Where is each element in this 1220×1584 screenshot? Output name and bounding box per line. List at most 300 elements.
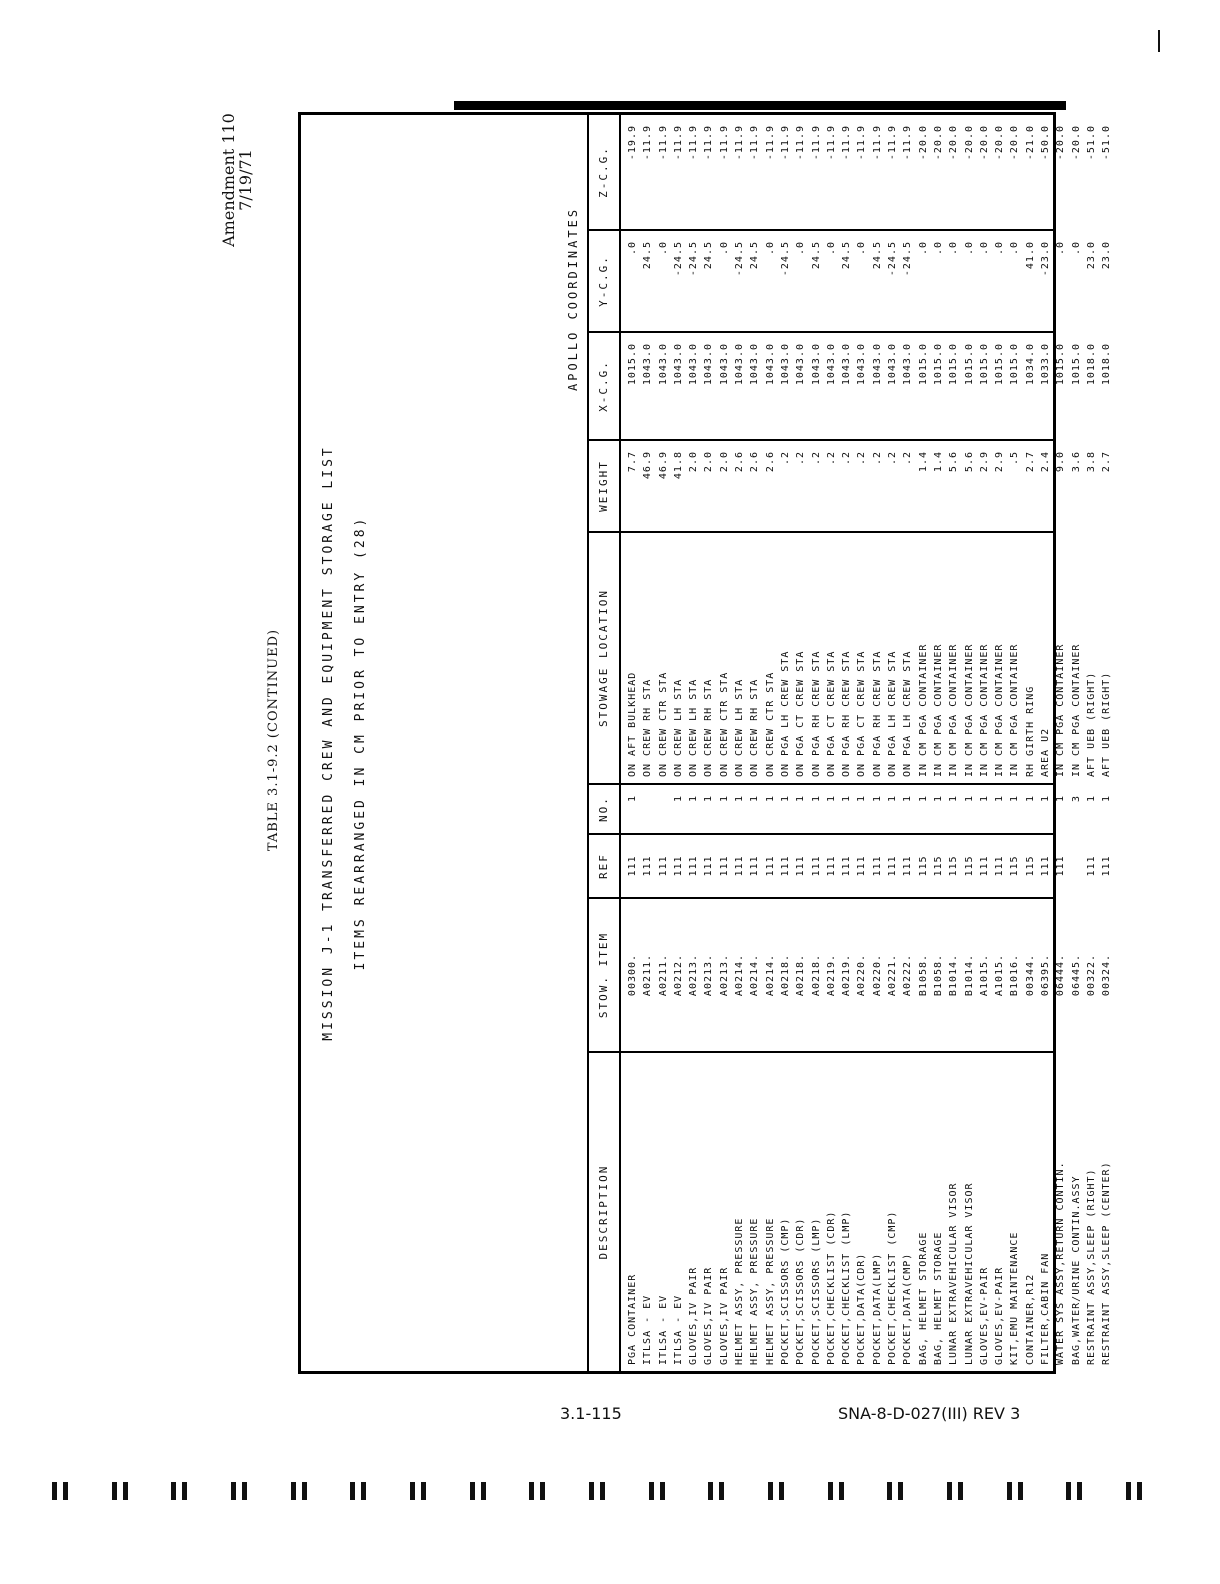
amendment-block bbox=[220, 100, 254, 260]
cell-x: 1043.0 bbox=[810, 343, 822, 386]
cell-no: 1 bbox=[917, 795, 929, 803]
cell-wt: 46.9 bbox=[657, 451, 669, 480]
cell-y: .0 bbox=[764, 241, 776, 256]
cell-no: 1 bbox=[1009, 795, 1021, 803]
cell-wt: .2 bbox=[871, 451, 883, 466]
cell-desc: BAG,WATER/URINE CONTIN.ASSY bbox=[1070, 1175, 1082, 1365]
cell-ref: 115 bbox=[963, 855, 975, 877]
cell-wt: 2.0 bbox=[718, 451, 730, 473]
cell-ref: 111 bbox=[1085, 855, 1097, 877]
cell-no: 3 bbox=[1070, 795, 1082, 803]
cell-desc: ITLSA - EV bbox=[672, 1294, 684, 1365]
cell-x: 1043.0 bbox=[856, 343, 868, 386]
column-header-x-cg: X-C.G. bbox=[589, 333, 621, 439]
cell-y: .0 bbox=[795, 241, 807, 256]
cell-ref: 111 bbox=[902, 855, 914, 877]
cell-z: -11.9 bbox=[841, 125, 853, 161]
scan-tick-mark bbox=[1126, 1482, 1142, 1500]
cell-loc: ON PGA RH CREW STA bbox=[841, 650, 853, 777]
cell-z: -11.9 bbox=[734, 125, 746, 161]
cell-y: 23.0 bbox=[1085, 241, 1097, 270]
cell-z: -11.9 bbox=[657, 125, 669, 161]
cell-z: -11.9 bbox=[902, 125, 914, 161]
scan-tick-mark bbox=[171, 1482, 187, 1500]
scan-tick-mark bbox=[231, 1482, 247, 1500]
column-header-z-cg: Z-C.G. bbox=[589, 115, 621, 229]
cell-loc: RH GIRTH RING bbox=[1024, 685, 1036, 777]
cell-loc: IN CM PGA CONTAINER bbox=[978, 643, 990, 777]
cell-desc: GLOVES,EV-PAIR bbox=[978, 1266, 990, 1365]
cell-z: -20.0 bbox=[1055, 125, 1067, 161]
cell-loc: ON CREW LH STA bbox=[672, 678, 684, 777]
cell-x: 1043.0 bbox=[642, 343, 654, 386]
cell-ref: 111 bbox=[1040, 855, 1052, 877]
cell-y: .0 bbox=[825, 241, 837, 256]
cell-ref: 111 bbox=[994, 855, 1006, 877]
cell-wt: 2.0 bbox=[688, 451, 700, 473]
cell-loc: ON PGA LH CREW STA bbox=[887, 650, 899, 777]
cell-loc: AREA U2 bbox=[1040, 727, 1052, 777]
cell-desc: POCKET,CHECKLIST (CMP) bbox=[887, 1210, 899, 1365]
cell-stow: A0219. bbox=[825, 953, 837, 997]
cell-z: -19.9 bbox=[627, 125, 638, 161]
cell-loc: IN CM PGA CONTAINER bbox=[1055, 643, 1067, 777]
cell-stow: B1014. bbox=[963, 953, 975, 997]
cell-y: -24.5 bbox=[734, 241, 746, 277]
cell-no: 1 bbox=[718, 795, 730, 803]
cell-stow: B1016. bbox=[1009, 953, 1021, 997]
cell-stow: A0213. bbox=[703, 953, 715, 997]
cell-desc: LUNAR EXTRAVEHICULAR VISOR bbox=[963, 1182, 975, 1365]
cell-no: 1 bbox=[948, 795, 960, 803]
cell-wt: 1.4 bbox=[932, 451, 944, 473]
scan-tick-mark bbox=[1007, 1482, 1023, 1500]
cell-loc: ON PGA LH CREW STA bbox=[779, 650, 791, 777]
cell-y: 24.5 bbox=[749, 241, 761, 270]
cell-y: .0 bbox=[948, 241, 960, 256]
cell-ref: 111 bbox=[764, 855, 776, 877]
cell-y: 24.5 bbox=[871, 241, 883, 270]
cell-loc: IN CM PGA CONTAINER bbox=[932, 643, 944, 777]
cell-wt: 3.8 bbox=[1085, 451, 1097, 473]
cell-x: 1043.0 bbox=[871, 343, 883, 386]
cell-no bbox=[640, 785, 655, 833]
cell-wt: .2 bbox=[795, 451, 807, 466]
column-header-description: DESCRIPTION bbox=[589, 1053, 621, 1371]
column-y-cg bbox=[589, 231, 1113, 333]
cell-stow: A0211. bbox=[642, 953, 654, 997]
cell-y: .0 bbox=[627, 241, 638, 256]
cell-z: -20.0 bbox=[978, 125, 990, 161]
storage-table bbox=[587, 115, 1113, 1371]
cell-wt: 46.9 bbox=[642, 451, 654, 480]
column-header-ref: REF bbox=[589, 835, 621, 897]
cell-x: 1043.0 bbox=[764, 343, 776, 386]
cell-wt: 2.7 bbox=[1101, 451, 1113, 473]
cell-z: -11.9 bbox=[718, 125, 730, 161]
cell-ref: 111 bbox=[672, 855, 684, 877]
cell-stow: B1058. bbox=[917, 953, 929, 997]
cell-desc: POCKET,SCISSORS (CMP) bbox=[779, 1217, 791, 1365]
column-no bbox=[589, 785, 1113, 835]
cell-loc: IN CM PGA CONTAINER bbox=[917, 643, 929, 777]
cell-x: 1015.0 bbox=[1055, 343, 1067, 386]
table-frame bbox=[298, 112, 1113, 1374]
cell-desc: RESTRAINT ASSY,SLEEP (CENTER) bbox=[1101, 1161, 1113, 1365]
cell-no: 1 bbox=[734, 795, 746, 803]
cell-desc: GLOVES,IV PAIR bbox=[718, 1266, 730, 1365]
cell-ref: 111 bbox=[887, 855, 899, 877]
scan-tick-mark bbox=[410, 1482, 426, 1500]
column-weight bbox=[589, 441, 1113, 533]
cell-no: 1 bbox=[749, 795, 761, 803]
cell-desc: ITLSA - EV bbox=[642, 1294, 654, 1365]
cell-no: 1 bbox=[779, 795, 791, 803]
cell-x: 1043.0 bbox=[825, 343, 837, 386]
cell-desc: HELMET ASSY, PRESSURE bbox=[749, 1217, 761, 1365]
cell-no: 1 bbox=[627, 795, 638, 803]
column-header-weight: WEIGHT bbox=[589, 441, 621, 531]
cell-stow: A0218. bbox=[779, 953, 791, 997]
cell-no: 1 bbox=[688, 795, 700, 803]
cell-x: 1033.0 bbox=[1040, 343, 1052, 386]
cell-desc: HELMET ASSY, PRESSURE bbox=[764, 1217, 776, 1365]
cell-stow: B1014. bbox=[948, 953, 960, 997]
cell-wt: .2 bbox=[856, 451, 868, 466]
cell-stow: B1058. bbox=[932, 953, 944, 997]
cell-desc: RESTRAINT ASSY,SLEEP (RIGHT) bbox=[1085, 1168, 1097, 1365]
cell-y: -24.5 bbox=[902, 241, 914, 277]
scan-mark bbox=[1158, 30, 1160, 52]
cell-z: -20.0 bbox=[932, 125, 944, 161]
cell-wt: 2.6 bbox=[764, 451, 776, 473]
cell-ref: 111 bbox=[810, 855, 822, 877]
cell-desc: GLOVES,IV PAIR bbox=[688, 1266, 700, 1365]
cell-desc: POCKET,SCISSORS (LMP) bbox=[810, 1217, 822, 1365]
cell-no: 1 bbox=[902, 795, 914, 803]
cell-z: -11.9 bbox=[795, 125, 807, 161]
cell-stow: 00344. bbox=[1024, 953, 1036, 997]
cell-y: 24.5 bbox=[642, 241, 654, 270]
page-number: 3.1-115 bbox=[560, 1404, 622, 1423]
cell-z: -51.0 bbox=[1101, 125, 1113, 161]
cell-ref: 111 bbox=[1055, 855, 1067, 877]
cell-stow: A0212. bbox=[672, 953, 684, 997]
scan-tick-mark bbox=[828, 1482, 844, 1500]
cell-x: 1015.0 bbox=[627, 343, 638, 386]
cell-wt: .2 bbox=[825, 451, 837, 466]
column-ref bbox=[589, 835, 1113, 899]
cell-ref: 111 bbox=[657, 855, 669, 877]
cell-stow: A0220. bbox=[856, 953, 868, 997]
scan-tick-mark bbox=[947, 1482, 963, 1500]
cell-y: .0 bbox=[963, 241, 975, 256]
column-x-cg bbox=[589, 333, 1113, 441]
cell-desc: GLOVES,IV PAIR bbox=[703, 1266, 715, 1365]
column-z-cg bbox=[589, 115, 1113, 231]
table-header-line-2: ITEMS REARRANGED IN CM PRIOR TO ENTRY (28) bbox=[353, 515, 368, 971]
cell-ref: 115 bbox=[1009, 855, 1021, 877]
cell-no: 1 bbox=[841, 795, 853, 803]
cell-desc: POCKET,DATA(CMP) bbox=[902, 1252, 914, 1365]
cell-wt: .2 bbox=[841, 451, 853, 466]
cell-stow: A0214. bbox=[764, 953, 776, 997]
cell-loc: IN CM PGA CONTAINER bbox=[1009, 643, 1021, 777]
cell-no: 1 bbox=[1101, 795, 1113, 803]
cell-z: -20.0 bbox=[917, 125, 929, 161]
cell-y: .0 bbox=[917, 241, 929, 256]
scan-tick-mark bbox=[529, 1482, 545, 1500]
document-number: SNA-8-D-027(III) REV 3 bbox=[838, 1404, 1021, 1423]
scan-tick-mark bbox=[52, 1482, 68, 1500]
cell-y: .0 bbox=[1055, 241, 1067, 256]
cell-y: 24.5 bbox=[703, 241, 715, 270]
cell-loc: ON PGA CT CREW STA bbox=[856, 650, 868, 777]
cell-ref: 111 bbox=[688, 855, 700, 877]
cell-loc: ON PGA CT CREW STA bbox=[825, 650, 837, 777]
cell-loc: ON CREW RH STA bbox=[703, 678, 715, 777]
cell-x: 1015.0 bbox=[963, 343, 975, 386]
cell-no: 1 bbox=[856, 795, 868, 803]
cell-z: -11.9 bbox=[810, 125, 822, 161]
amendment-date: 7/19/71 bbox=[236, 149, 255, 211]
cell-z: -11.9 bbox=[764, 125, 776, 161]
cell-ref: 111 bbox=[642, 855, 654, 877]
cell-loc: IN CM PGA CONTAINER bbox=[948, 643, 960, 777]
scan-tick-mark bbox=[649, 1482, 665, 1500]
cell-loc: ON AFT BULKHEAD bbox=[627, 671, 638, 777]
cell-no: 1 bbox=[795, 795, 807, 803]
cell-wt: 2.6 bbox=[734, 451, 746, 473]
cell-y: .0 bbox=[978, 241, 990, 256]
cell-wt: 3.6 bbox=[1070, 451, 1082, 473]
table-header-line-1: MISSION J-1 TRANSFERRED CREW AND EQUIPMENT STORAGE LIST bbox=[321, 445, 336, 1041]
cell-y: .0 bbox=[657, 241, 669, 256]
cell-ref bbox=[1069, 835, 1084, 897]
cell-wt: 2.9 bbox=[978, 451, 990, 473]
cell-wt: 5.6 bbox=[963, 451, 975, 473]
cell-no: 1 bbox=[1055, 795, 1067, 803]
cell-no: 1 bbox=[887, 795, 899, 803]
cell-y: .0 bbox=[718, 241, 730, 256]
cell-wt: .2 bbox=[902, 451, 914, 466]
cell-z: -11.9 bbox=[871, 125, 883, 161]
scan-tick-mark bbox=[708, 1482, 724, 1500]
cell-no: 1 bbox=[994, 795, 1006, 803]
cell-x: 1043.0 bbox=[657, 343, 669, 386]
cell-x: 1043.0 bbox=[887, 343, 899, 386]
column-header-stowage-location: STOWAGE LOCATION bbox=[589, 533, 621, 783]
scan-tick-mark bbox=[589, 1482, 605, 1500]
cell-desc: ITLSA - EV bbox=[657, 1294, 669, 1365]
column-stow-item bbox=[589, 899, 1113, 1053]
cell-desc: CONTAINER,R12 bbox=[1024, 1273, 1036, 1365]
rotated-page-content bbox=[219, 100, 1113, 1380]
cell-x: 1034.0 bbox=[1024, 343, 1036, 386]
cell-wt: .2 bbox=[887, 451, 899, 466]
cell-no bbox=[656, 785, 671, 833]
cell-z: -20.0 bbox=[948, 125, 960, 161]
cell-ref: 111 bbox=[841, 855, 853, 877]
cell-no: 1 bbox=[1085, 795, 1097, 803]
cell-desc: BAG, HELMET STORAGE bbox=[917, 1231, 929, 1365]
cell-y: -24.5 bbox=[672, 241, 684, 277]
cell-ref: 111 bbox=[978, 855, 990, 877]
cell-ref: 115 bbox=[932, 855, 944, 877]
cell-wt: 2.6 bbox=[749, 451, 761, 473]
cell-wt: 7.7 bbox=[627, 451, 638, 473]
cell-no: 1 bbox=[932, 795, 944, 803]
cell-z: -50.0 bbox=[1040, 125, 1052, 161]
bottom-scan-marks bbox=[52, 1482, 1142, 1500]
cell-wt: .2 bbox=[779, 451, 791, 466]
cell-no: 1 bbox=[703, 795, 715, 803]
cell-ref: 111 bbox=[734, 855, 746, 877]
cell-desc: POCKET,DATA(LMP) bbox=[871, 1252, 883, 1365]
cell-loc: ON CREW RH STA bbox=[749, 678, 761, 777]
cell-y: -24.5 bbox=[779, 241, 791, 277]
cell-stow: 00300. bbox=[627, 953, 638, 997]
cell-ref: 111 bbox=[749, 855, 761, 877]
cell-wt: 9.0 bbox=[1055, 451, 1067, 473]
column-header-no: NO. bbox=[589, 785, 621, 833]
cell-stow: 06445. bbox=[1070, 953, 1082, 997]
cell-z: -20.0 bbox=[1070, 125, 1082, 161]
amendment-number: Amendment 110 bbox=[219, 113, 238, 247]
cell-wt: 5.6 bbox=[948, 451, 960, 473]
cell-x: 1043.0 bbox=[688, 343, 700, 386]
cell-stow: A0220. bbox=[871, 953, 883, 997]
cell-z: -11.9 bbox=[825, 125, 837, 161]
cell-x: 1018.0 bbox=[1085, 343, 1097, 386]
cell-ref: 115 bbox=[948, 855, 960, 877]
cell-z: -11.9 bbox=[688, 125, 700, 161]
cell-z: -11.9 bbox=[703, 125, 715, 161]
cell-no: 1 bbox=[963, 795, 975, 803]
cell-stow: A1015. bbox=[994, 953, 1006, 997]
cell-x: 1043.0 bbox=[672, 343, 684, 386]
cell-x: 1043.0 bbox=[779, 343, 791, 386]
cell-stow: A0213. bbox=[718, 953, 730, 997]
cell-no: 1 bbox=[764, 795, 776, 803]
cell-x: 1015.0 bbox=[994, 343, 1006, 386]
cell-ref: 111 bbox=[856, 855, 868, 877]
cell-x: 1043.0 bbox=[902, 343, 914, 386]
cell-wt: 2.7 bbox=[1024, 451, 1036, 473]
cell-x: 1015.0 bbox=[932, 343, 944, 386]
cell-ref: 111 bbox=[779, 855, 791, 877]
cell-ref: 111 bbox=[718, 855, 730, 877]
cell-stow: A0222. bbox=[902, 953, 914, 997]
cell-z: -11.9 bbox=[779, 125, 791, 161]
cell-wt: 1.4 bbox=[917, 451, 929, 473]
cell-z: -11.9 bbox=[642, 125, 654, 161]
table-title: TABLE 3.1-9.2 (CONTINUED) bbox=[266, 628, 281, 852]
cell-desc: POCKET,SCISSORS (CDR) bbox=[795, 1217, 807, 1365]
cell-desc: BAG, HELMET STORAGE bbox=[932, 1231, 944, 1365]
cell-no: 1 bbox=[810, 795, 822, 803]
cell-wt: 2.9 bbox=[994, 451, 1006, 473]
column-stowage-location bbox=[589, 533, 1113, 785]
cell-y: -23.0 bbox=[1040, 241, 1052, 277]
column-header-y-cg: Y-C.G. bbox=[589, 231, 621, 331]
cell-loc: IN CM PGA CONTAINER bbox=[963, 643, 975, 777]
cell-wt: 41.8 bbox=[672, 451, 684, 480]
cell-z: -20.0 bbox=[963, 125, 975, 161]
cell-z: -21.0 bbox=[1024, 125, 1036, 161]
cell-wt: .2 bbox=[810, 451, 822, 466]
cell-no: 1 bbox=[1024, 795, 1036, 803]
cell-loc: ON CREW CTR STA bbox=[718, 671, 730, 777]
scan-tick-mark bbox=[768, 1482, 784, 1500]
cell-z: -11.9 bbox=[749, 125, 761, 161]
cell-y: 24.5 bbox=[810, 241, 822, 270]
cell-loc: ON PGA RH CREW STA bbox=[871, 650, 883, 777]
cell-x: 1043.0 bbox=[718, 343, 730, 386]
cell-loc: ON CREW LH STA bbox=[734, 678, 746, 777]
cell-y: .0 bbox=[1070, 241, 1082, 256]
scan-tick-mark bbox=[1066, 1482, 1082, 1500]
cell-desc: LUNAR EXTRAVEHICULAR VISOR bbox=[948, 1182, 960, 1365]
cell-ref: 115 bbox=[1024, 855, 1036, 877]
cell-loc: ON CREW CTR STA bbox=[764, 671, 776, 777]
cell-y: 41.0 bbox=[1024, 241, 1036, 270]
cell-x: 1043.0 bbox=[841, 343, 853, 386]
cell-wt: 2.4 bbox=[1040, 451, 1052, 473]
cell-loc: ON CREW RH STA bbox=[642, 678, 654, 777]
cell-loc: AFT UEB (RIGHT) bbox=[1101, 671, 1113, 777]
cell-loc: ON PGA LH CREW STA bbox=[902, 650, 914, 777]
cell-stow: A0214. bbox=[734, 953, 746, 997]
cell-desc: GLOVES,EV-PAIR bbox=[994, 1266, 1006, 1365]
cell-desc: HELMET ASSY, PRESSURE bbox=[734, 1217, 746, 1365]
column-header-stow-item: STOW. ITEM bbox=[589, 899, 621, 1051]
cell-y: 24.5 bbox=[841, 241, 853, 270]
scan-tick-mark bbox=[291, 1482, 307, 1500]
cell-stow: 00324. bbox=[1101, 953, 1113, 997]
cell-x: 1015.0 bbox=[1070, 343, 1082, 386]
cell-desc: KIT,EMU MAINTENANCE bbox=[1009, 1231, 1021, 1365]
cell-desc: POCKET,CHECKLIST (LMP) bbox=[841, 1210, 853, 1365]
cell-no: 1 bbox=[825, 795, 837, 803]
cell-ref: 111 bbox=[1101, 855, 1113, 877]
cell-z: -11.9 bbox=[887, 125, 899, 161]
cell-y: 23.0 bbox=[1101, 241, 1113, 270]
cell-x: 1015.0 bbox=[917, 343, 929, 386]
cell-desc: POCKET,DATA(CDR) bbox=[856, 1252, 868, 1365]
scan-tick-mark bbox=[112, 1482, 128, 1500]
cell-x: 1043.0 bbox=[795, 343, 807, 386]
cell-ref: 111 bbox=[703, 855, 715, 877]
cell-stow: 00322. bbox=[1085, 953, 1097, 997]
cell-ref: 111 bbox=[627, 855, 638, 877]
cell-no: 1 bbox=[978, 795, 990, 803]
cell-y: .0 bbox=[994, 241, 1006, 256]
cell-no: 1 bbox=[871, 795, 883, 803]
cell-desc: POCKET,CHECKLIST (CDR) bbox=[825, 1210, 837, 1365]
scan-tick-mark bbox=[350, 1482, 366, 1500]
cell-loc: ON PGA CT CREW STA bbox=[795, 650, 807, 777]
cell-y: -24.5 bbox=[688, 241, 700, 277]
column-description bbox=[589, 1053, 1113, 1371]
cell-z: -51.0 bbox=[1085, 125, 1097, 161]
cell-wt: 2.0 bbox=[703, 451, 715, 473]
cell-desc: WATER SYS ASSY,RETURN CONTIN. bbox=[1055, 1161, 1067, 1365]
cell-x: 1043.0 bbox=[703, 343, 715, 386]
cell-stow: A0218. bbox=[795, 953, 807, 997]
cell-x: 1043.0 bbox=[734, 343, 746, 386]
cell-stow: A1015. bbox=[978, 953, 990, 997]
